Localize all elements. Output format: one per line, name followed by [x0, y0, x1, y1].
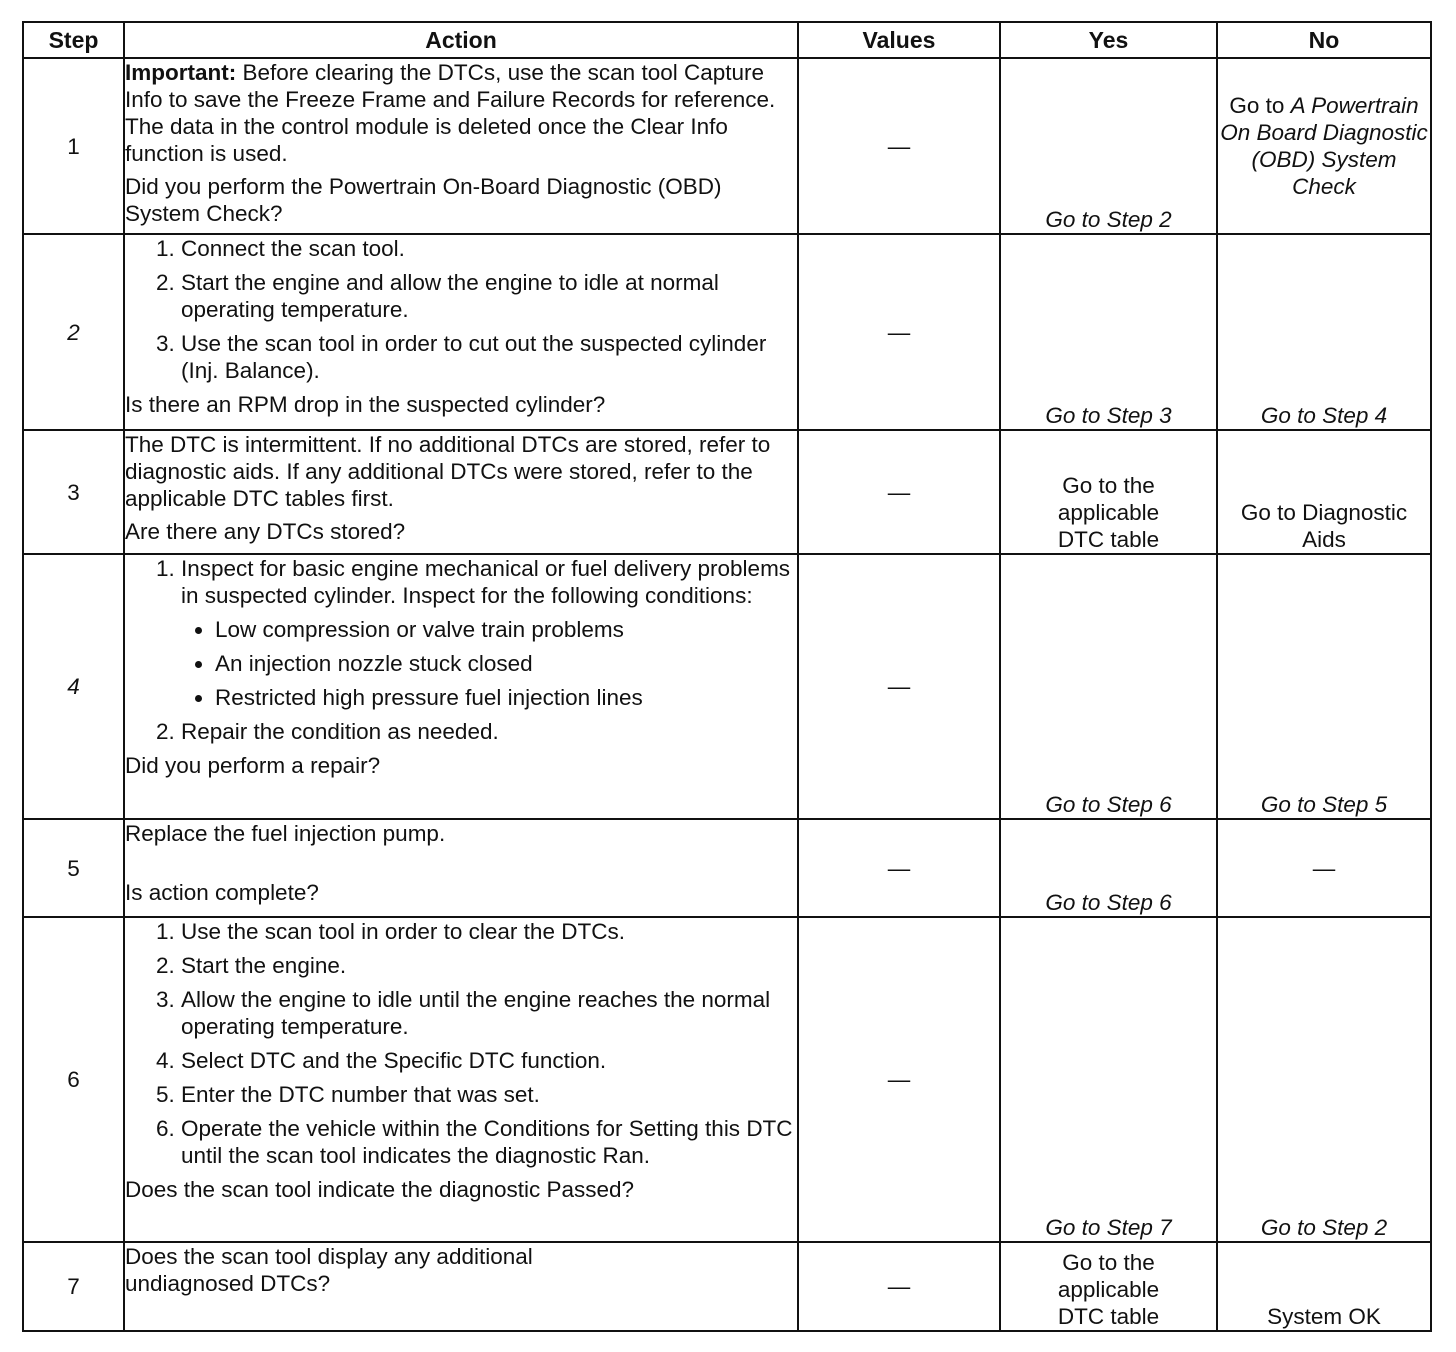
- question: Is action complete?: [125, 880, 319, 905]
- action-text: The DTC is intermittent. If no additional DTCs are stored, refer to diagnostic aids. If any additional DTCs were stored, refer to the applicable DTC tables first.: [125, 432, 771, 511]
- table-row: [23, 1242, 1431, 1331]
- step-number: 5: [23, 819, 124, 917]
- diagnostic-table: [22, 21, 1432, 1332]
- header-action: Action: [124, 22, 798, 58]
- table-row: [23, 819, 1431, 917]
- yes-link[interactable]: Go to Step 6: [1000, 554, 1217, 819]
- step-number: 1: [23, 58, 124, 234]
- values-cell: —: [798, 1242, 1000, 1331]
- table-row: [23, 58, 1431, 234]
- no-link[interactable]: Go to Step 4: [1217, 234, 1431, 430]
- list-item-text: Inspect for basic engine mechanical or fuel delivery problems in suspected cylinder. Inspect for the following conditions:: [181, 556, 791, 608]
- list-item: 1. Use the scan tool in order to clear the DTCs.: [181, 918, 797, 945]
- important-label: Important:: [125, 60, 237, 85]
- list-item: 4. Select DTC and the Specific DTC function.: [181, 1047, 797, 1074]
- list-item: [181, 555, 797, 711]
- no-prefix: Go to: [1229, 93, 1291, 118]
- no-link[interactable]: Go to Diagnostic Aids: [1217, 430, 1431, 554]
- action-cell: [124, 58, 798, 234]
- values-cell: —: [798, 917, 1000, 1242]
- no-cell: —: [1217, 819, 1431, 917]
- important-note: [125, 59, 797, 167]
- no-link[interactable]: A Powertrain On Board Diagnostic (OBD) System Check: [1220, 93, 1428, 199]
- table-row: [23, 554, 1431, 819]
- action-cell: [124, 430, 798, 554]
- list-item: 1. Connect the scan tool.: [181, 235, 797, 262]
- header-yes: Yes: [1000, 22, 1217, 58]
- no-cell: System OK: [1217, 1242, 1431, 1331]
- question: Are there any DTCs stored?: [125, 519, 406, 544]
- yes-link[interactable]: Go to Step 3: [1000, 234, 1217, 430]
- table-row: [23, 917, 1431, 1242]
- header-no: No: [1217, 22, 1431, 58]
- important-text: Before clearing the DTCs, use the scan tool Capture Info to save the Freeze Frame and Failure Records for reference. The data in the control module is deleted once the Clear Info function is used.: [125, 60, 776, 166]
- table-row: [23, 430, 1431, 554]
- question: Is there an RPM drop in the suspected cylinder?: [125, 392, 606, 417]
- list-item: 2. Start the engine and allow the engine to idle at normal operating temperature.: [181, 269, 797, 323]
- action-steps: [125, 555, 797, 745]
- question: Did you perform the Powertrain On-Board Diagnostic (OBD) System Check?: [125, 174, 722, 226]
- action-cell: [124, 234, 798, 430]
- values-cell: —: [798, 430, 1000, 554]
- no-link[interactable]: Go to Step 2: [1217, 917, 1431, 1242]
- values-cell: —: [798, 58, 1000, 234]
- step-number: 2: [23, 234, 124, 430]
- step-number: 3: [23, 430, 124, 554]
- values-cell: —: [798, 234, 1000, 430]
- bullet-item: • Low compression or valve train problems: [215, 616, 797, 643]
- step-number: 6: [23, 917, 124, 1242]
- list-item: 3. Allow the engine to idle until the engine reaches the normal operating temperature.: [181, 986, 797, 1040]
- step-number: 4: [23, 554, 124, 819]
- action-cell: [124, 917, 798, 1242]
- bullet-item: • Restricted high pressure fuel injection lines: [215, 684, 797, 711]
- action-cell: [124, 1242, 798, 1331]
- header-values: Values: [798, 22, 1000, 58]
- question: Did you perform a repair?: [125, 753, 381, 778]
- yes-link[interactable]: Go to Step 7: [1000, 917, 1217, 1242]
- yes-link[interactable]: Go to Step 6: [1000, 819, 1217, 917]
- values-cell: —: [798, 819, 1000, 917]
- yes-link[interactable]: Go to Step 2: [1000, 58, 1217, 234]
- action-cell: [124, 819, 798, 917]
- action-steps: [125, 918, 797, 1169]
- header-row: [23, 22, 1431, 58]
- action-steps: [125, 235, 797, 384]
- list-item: 2. Repair the condition as needed.: [181, 718, 797, 745]
- yes-link[interactable]: Go to the applicable DTC table: [1000, 430, 1217, 554]
- table-row: [23, 234, 1431, 430]
- question: Does the scan tool indicate the diagnostic Passed?: [125, 1177, 635, 1202]
- list-item: 2. Start the engine.: [181, 952, 797, 979]
- condition-bullets: [181, 616, 797, 711]
- step-number: 7: [23, 1242, 124, 1331]
- values-cell: —: [798, 554, 1000, 819]
- list-item: 5. Enter the DTC number that was set.: [181, 1081, 797, 1108]
- list-item: 6. Operate the vehicle within the Conditions for Setting this DTC until the scan tool indicates the diagnostic Ran.: [181, 1115, 797, 1169]
- bullet-item: • An injection nozzle stuck closed: [215, 650, 797, 677]
- action-cell: [124, 554, 798, 819]
- list-item: 3. Use the scan tool in order to cut out the suspected cylinder (Inj. Balance).: [181, 330, 797, 384]
- yes-link[interactable]: Go to the applicable DTC table: [1000, 1242, 1217, 1331]
- question: Does the scan tool display any additional undiagnosed DTCs?: [125, 1244, 533, 1296]
- action-text: Replace the fuel injection pump.: [125, 821, 446, 846]
- no-cell: [1217, 58, 1431, 234]
- no-link[interactable]: Go to Step 5: [1217, 554, 1431, 819]
- header-step: Step: [23, 22, 124, 58]
